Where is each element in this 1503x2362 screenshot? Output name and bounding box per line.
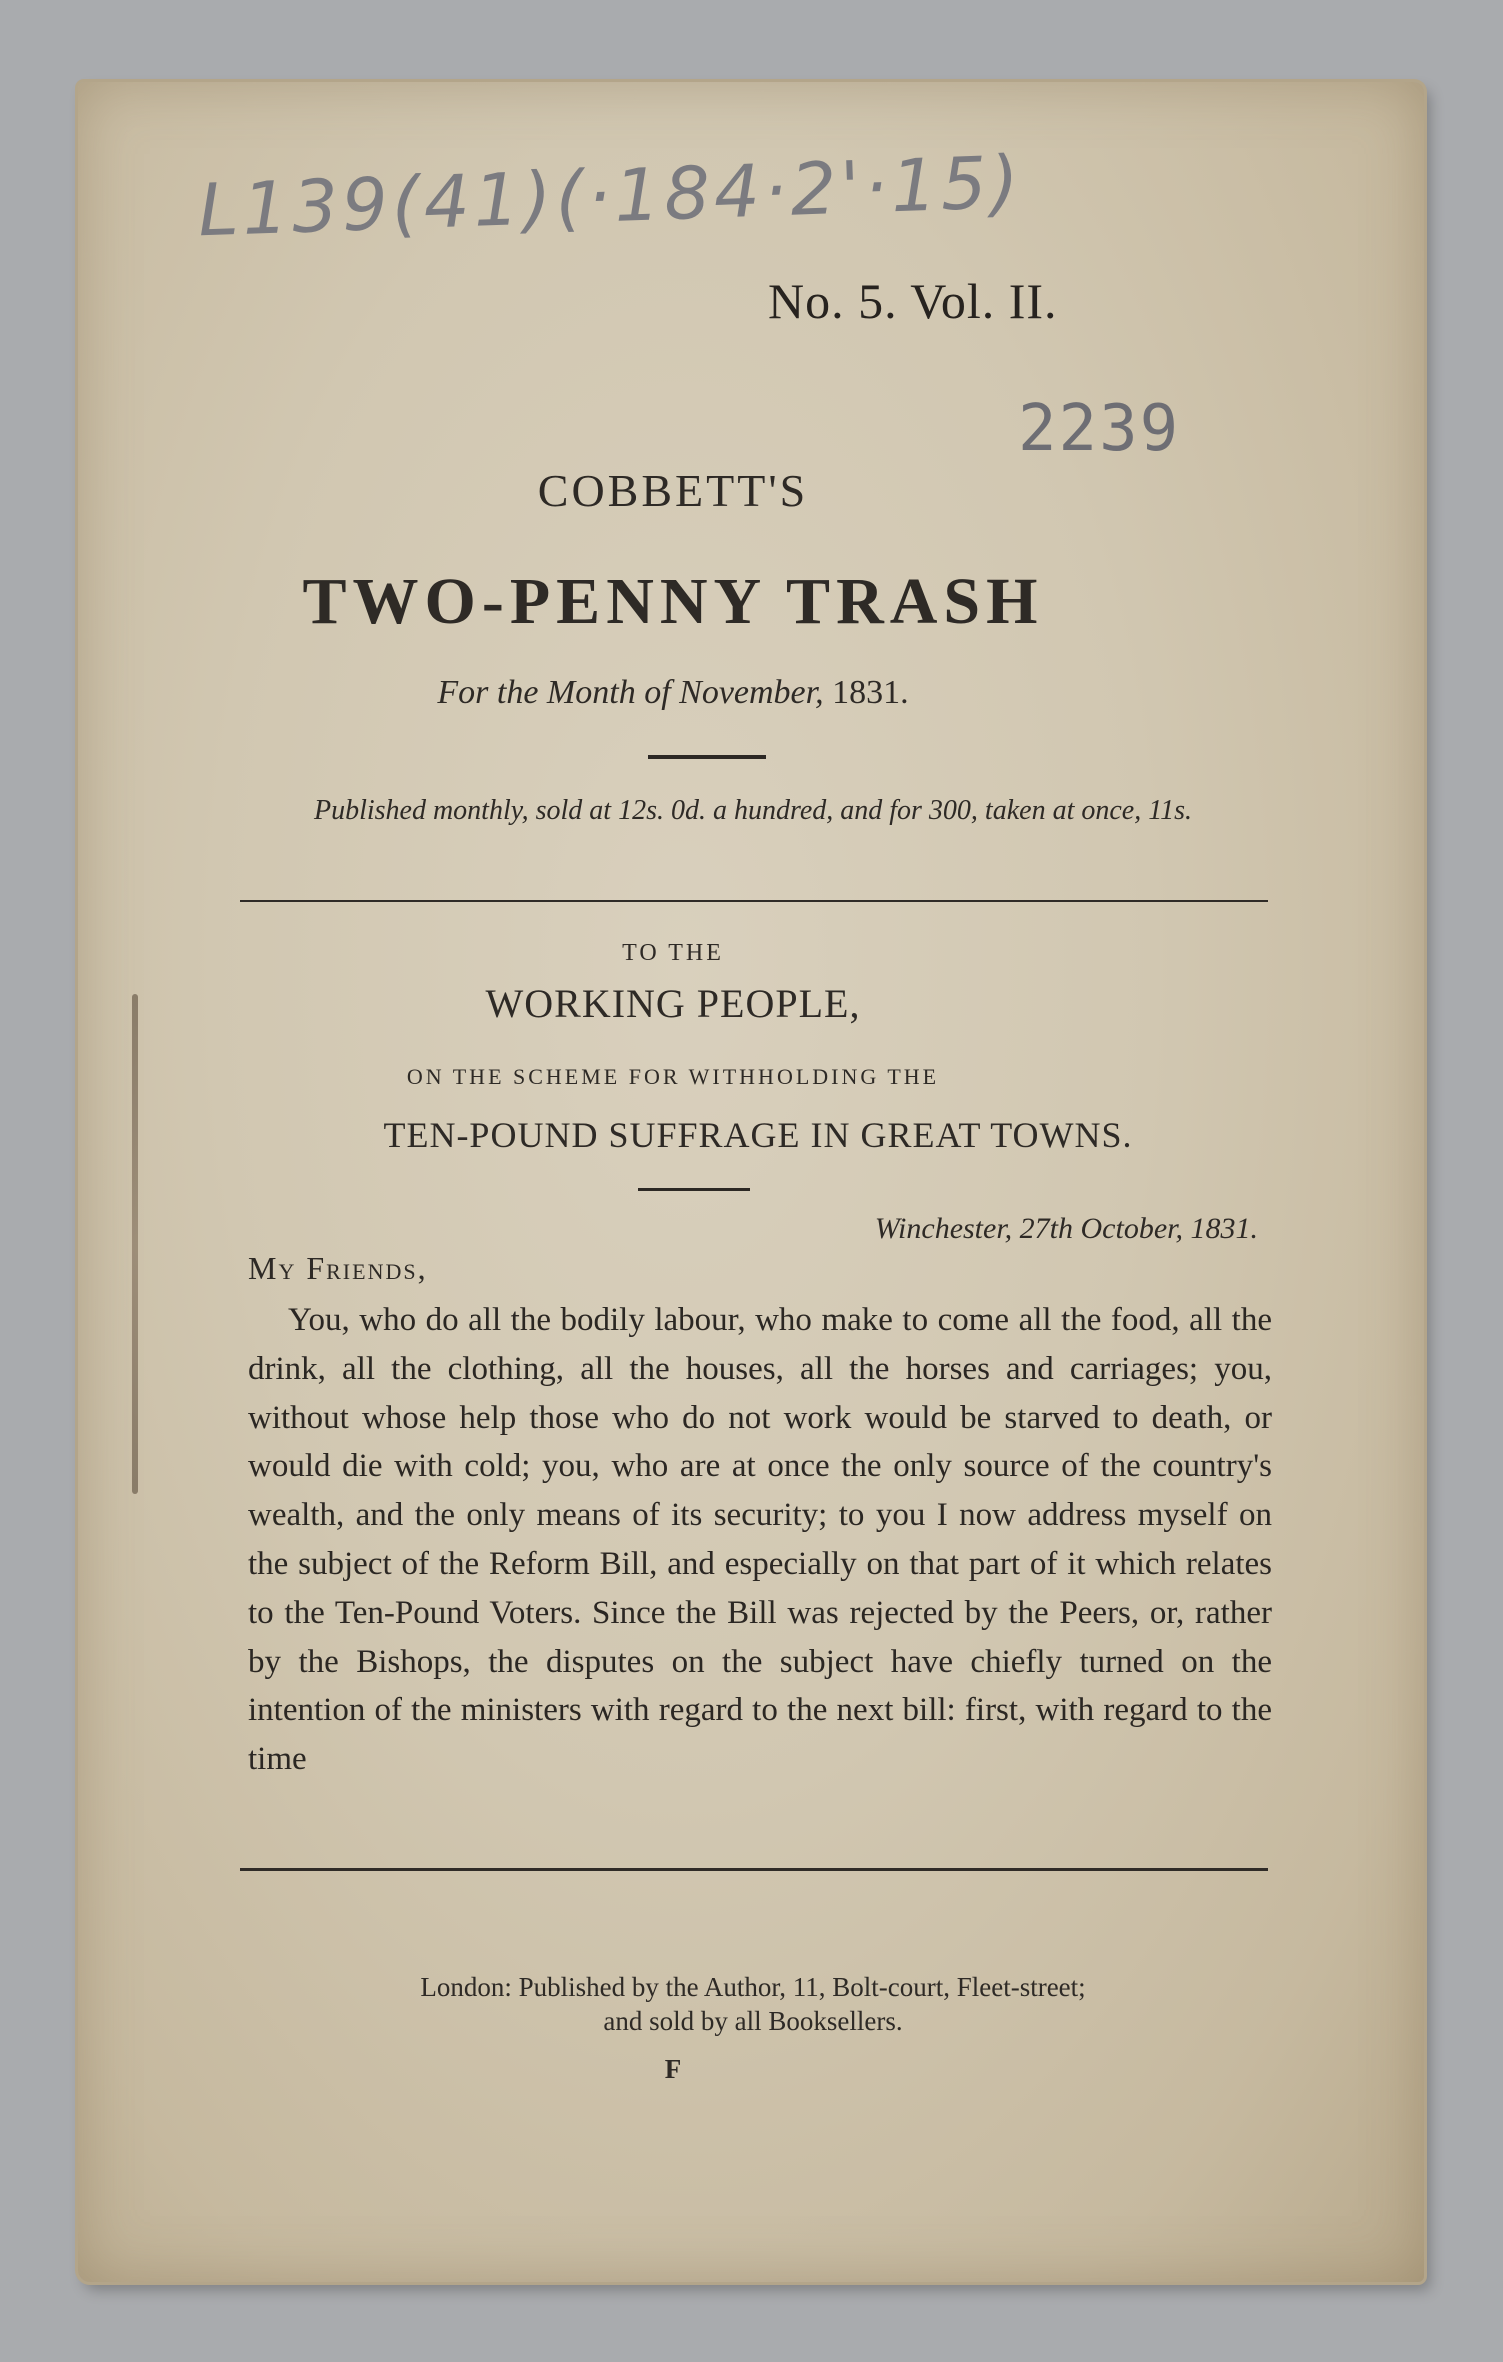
publication-note: Published monthly, sold at 12s. 0d. a hundred, and for 300, taken at once, 11s. <box>313 795 1193 826</box>
subject-title: TEN-POUND SUFFRAGE IN GREAT TOWNS. <box>383 1115 1133 1155</box>
month-year: 1831. <box>832 674 909 711</box>
salutation: My Friends, <box>248 1250 428 1286</box>
issue-number: No. 5. Vol. II. <box>768 273 1058 329</box>
publisher-name: COBBETT'S <box>537 465 809 516</box>
signature-mark: F <box>664 2054 682 2084</box>
imprint-line-1: London: Published by the Author, 11, Bolt-court, Fleet-street; <box>420 1972 1086 2002</box>
dateline: Winchester, 27th October, 1831. <box>874 1212 1258 1245</box>
library-stamp-number: 2239 <box>1018 392 1181 466</box>
subject-divider <box>638 1188 750 1191</box>
imprint-line-2: and sold by all Booksellers. <box>603 2006 903 2036</box>
month-prefix: For the Month of November, <box>437 674 824 711</box>
pamphlet-title: TWO-PENNY TRASH <box>302 565 1044 638</box>
subject-line: ON THE SCHEME FOR WITHHOLDING THE <box>406 1064 940 1089</box>
header-rule <box>240 900 1268 902</box>
address-recipient: WORKING PEOPLE, <box>485 981 861 1026</box>
pamphlet-page <box>78 82 1424 2282</box>
publication-month <box>78 674 1268 712</box>
footer-rule <box>240 1868 1268 1871</box>
title-divider <box>648 755 766 759</box>
handwritten-shelfmark: L139(41)(·184·2'·15) <box>196 139 1025 253</box>
imprint <box>238 1970 1268 2038</box>
address-to: TO THE <box>622 940 724 966</box>
letter-body: You, who do all the bodily labour, who make to come all the food, all the drink, all the clothing, all the houses, all the horses and carriages; you, without whose help those who do not work would be starved to death, or would die with cold; you, who are at once the only source of the country's wealth, and the only means of its security; to you I now address myself on the subject of the Reform Bill, and especially on that part of it which relates to the Ten-Pound Voters. Since the Bill was rejected by the Peers, or, rather by the Bishops, the disputes on the subject have chiefly turned on the intention of the ministers with regard to the next bill: first, with regard to the time <box>248 1302 1272 1778</box>
